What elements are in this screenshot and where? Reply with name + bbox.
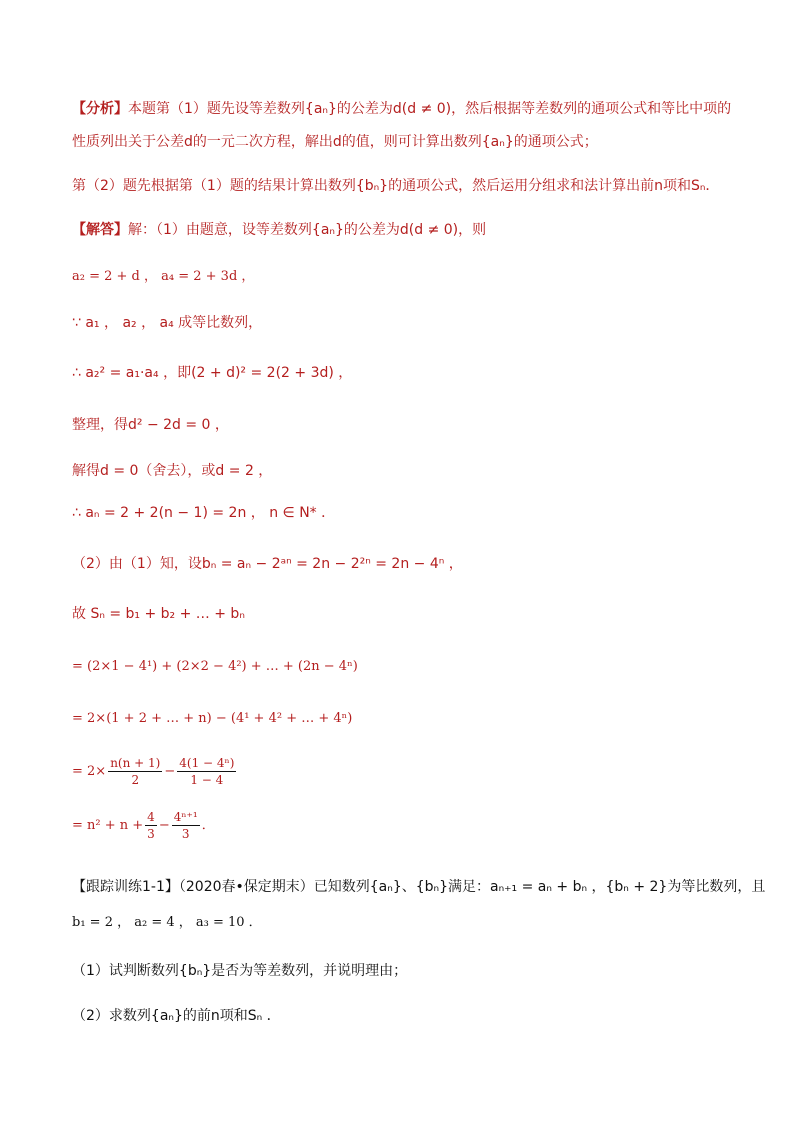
l13-den-2: 3	[181, 827, 190, 841]
answer-line-4: ∴ a₂² = a₁·a₄ ，即(2 + d)² = 2(2 + 3d) ，	[72, 365, 353, 381]
answer-line-12	[72, 754, 734, 790]
followup-line-1	[72, 876, 766, 898]
l13-frac-1	[145, 809, 157, 842]
l13-minus: −	[158, 818, 170, 833]
answer-line-6: 解得d = 0（舍去），或d = 2 ，	[72, 463, 273, 479]
l13-den-1: 3	[147, 827, 155, 841]
analysis-line-2: 性质列出关于公差d的一元二次方程，解出d的值，则可计算出数列{aₙ}的通项公式；	[72, 134, 598, 150]
answer-line-2: a₂ = 2 + d ， a₄ = 2 + 3d ，	[72, 269, 255, 284]
l12-prefix: = 2×	[72, 764, 107, 779]
answer-line-10: = (2×1 − 4¹) + (2×2 − 4²) + … + (2n − 4ⁿ)	[72, 659, 358, 674]
answer-line-9: 故 Sₙ = b₁ + b₂ + … + bₙ	[72, 606, 245, 622]
analysis-line-1	[72, 98, 734, 120]
answer-line-8: （2）由（1）知，设bₙ = aₙ − 2ᵃⁿ = 2n − 2²ⁿ = 2n − 4ⁿ ，	[72, 556, 463, 572]
l12-num-1: n(n + 1)	[110, 756, 161, 770]
l13-frac-2	[172, 809, 200, 842]
l12-den-2: 1 − 4	[190, 773, 224, 787]
answer-label: 【解答】	[72, 222, 128, 238]
analysis-label: 【分析】	[72, 101, 128, 117]
l12-frac-2	[177, 755, 236, 788]
followup-text-1: （2020春•保定期末）已知数列{aₙ}、{bₙ}满足：aₙ₊₁ = aₙ + bₙ ，{bₙ + 2}为等比数列，且	[178, 879, 766, 895]
followup-label: 【跟踪训练1-1】	[72, 879, 179, 895]
answer-line-3: ∵ a₁ ， a₂ ， a₄ 成等比数列，	[72, 315, 263, 331]
followup-question-2: （2）求数列{aₙ}的前n项和Sₙ ．	[72, 1008, 281, 1024]
l12-den-1: 2	[131, 773, 140, 787]
l13-num-2: 4ⁿ⁺¹	[173, 810, 198, 824]
followup-question-1: （1）试判断数列{bₙ}是否为等差数列，并说明理由；	[72, 963, 408, 979]
answer-line-13	[72, 808, 734, 844]
answer-line-7: ∴ aₙ = 2 + 2(n − 1) = 2n ， n ∈ N* ．	[72, 505, 336, 521]
l13-suffix: ．	[201, 818, 215, 833]
l12-frac-1	[108, 755, 162, 788]
analysis-line-3: 第（2）题先根据第（1）题的结果计算出数列{bₙ}的通项公式，然后运用分组求和法计算出前n项和Sₙ．	[72, 178, 720, 194]
l12-num-2: 4(1 − 4ⁿ)	[179, 756, 235, 770]
followup-line-2: b₁ = 2 ， a₂ = 4 ， a₃ = 10 ．	[72, 915, 262, 930]
analysis-text-1: 本题第（1）题先设等差数列{aₙ}的公差为d(d ≠ 0)，然后根据等差数列的通项公式和等比中项的	[128, 101, 732, 117]
l12-minus: −	[164, 764, 176, 779]
answer-line-11: = 2×(1 + 2 + … + n) − (4¹ + 4² + … + 4ⁿ)	[72, 711, 353, 726]
l13-num-1: 4	[147, 810, 155, 824]
l13-prefix: = n² + n +	[72, 818, 144, 833]
answer-text-1: 解：（1）由题意，设等差数列{aₙ}的公差为d(d ≠ 0)，则	[128, 222, 487, 238]
answer-line-1	[72, 219, 734, 241]
answer-line-5: 整理，得d² − 2d = 0 ，	[72, 417, 229, 433]
